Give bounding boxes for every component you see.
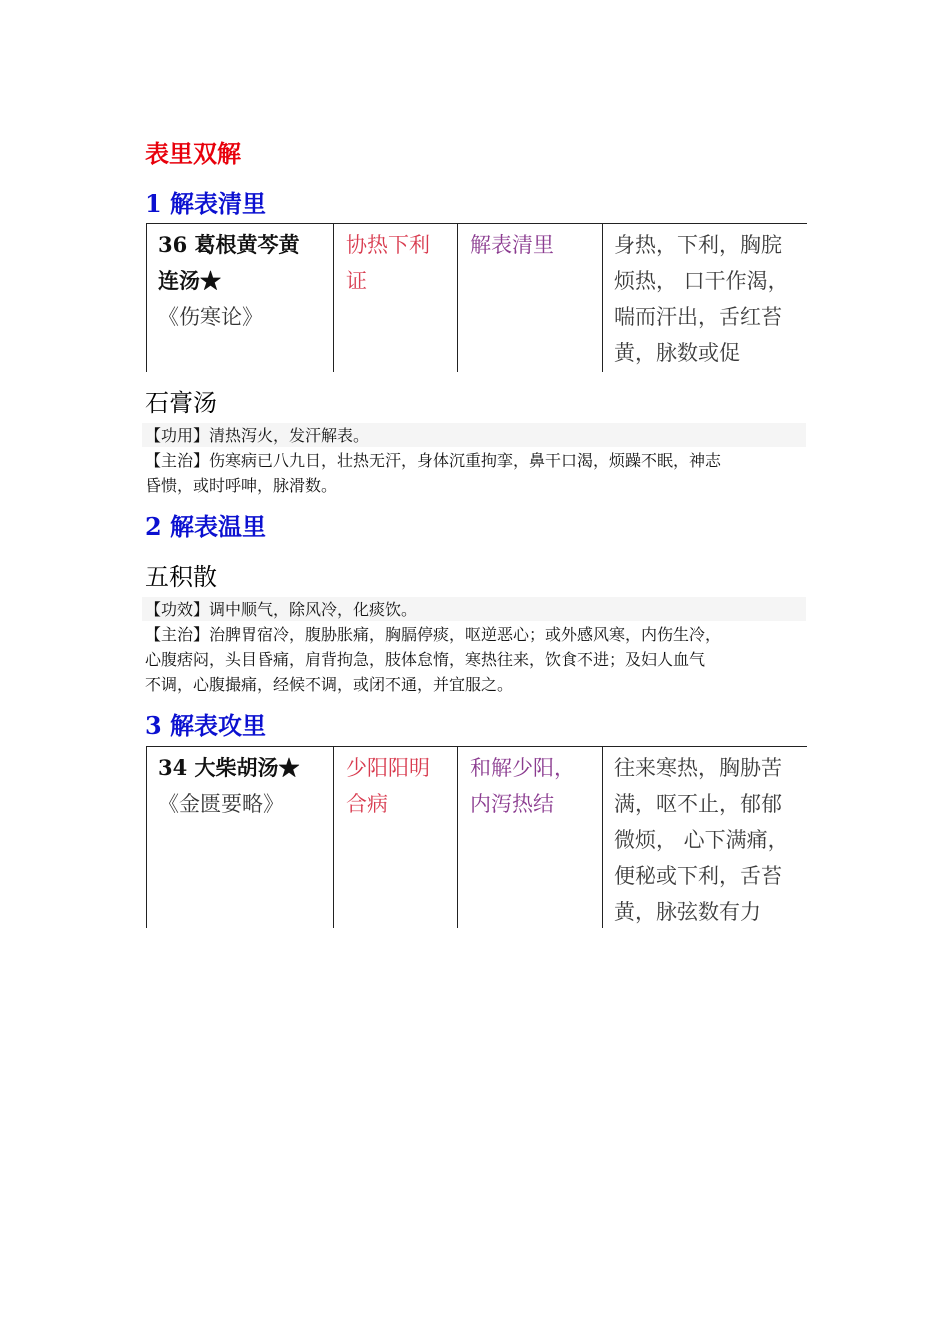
- formula-indication-cont: 昏愦，或时呼呻，脉滑数。: [145, 476, 338, 495]
- table-col-border: [146, 747, 147, 928]
- symptoms-line: 黄，脉数或促: [614, 341, 740, 365]
- section-heading-1: 1 解表清里: [145, 189, 267, 218]
- table-col-border: [333, 224, 334, 372]
- formula-indication: [145, 622, 807, 647]
- formula-source: 《金匮要略》: [158, 792, 284, 816]
- formula-effect: [145, 423, 807, 448]
- symptoms-line: 往来寒热，胸胁苦: [614, 756, 782, 780]
- symptoms-line: 黄，脉弦数有力: [614, 900, 761, 924]
- treatment-method: 和解少阳，: [470, 756, 575, 780]
- formula-name: 34 大柴胡汤★: [158, 755, 300, 780]
- formula-indication-cont: 不调，心腹撮痛，经候不调，或闭不通，并宜服之。: [145, 675, 514, 694]
- symptoms-line: 烦热， 口干作渴，: [614, 269, 789, 293]
- indication-text: 伤寒病已八九日，壮热无汗，身体沉重拘挛，鼻干口渴，烦躁不眠，神志: [209, 451, 722, 470]
- formula-name: 36 葛根黄芩黄: [158, 232, 300, 257]
- effect-text: 清热泻火，发汗解表。: [209, 426, 370, 445]
- category-title: 表里双解: [145, 139, 241, 168]
- table-col-border: [333, 747, 334, 928]
- treatment-method: 解表清里: [470, 233, 554, 257]
- indication-label: 【主治】: [145, 625, 210, 644]
- section-heading-2: 2 解表温里: [145, 512, 267, 541]
- effect-label: 【功效】: [145, 600, 210, 619]
- table-col-border: [457, 747, 458, 928]
- symptoms-line: 身热，下利，胸脘: [614, 233, 782, 257]
- table-col-border: [602, 224, 603, 372]
- formula-effect: [145, 597, 807, 622]
- symptoms-line: 喘而汗出，舌红苔: [614, 305, 782, 329]
- formula-table-1: [146, 223, 807, 372]
- table-col-border: [457, 224, 458, 372]
- formula-source: 《伤寒论》: [158, 305, 263, 329]
- syndrome-pattern: 协热下利: [346, 233, 430, 257]
- formula-name-cont: 连汤★: [158, 268, 221, 293]
- symptoms-line: 便秘或下利，舌苔: [614, 864, 782, 888]
- syndrome-pattern-cont: 合病: [346, 792, 388, 816]
- table-col-border: [602, 747, 603, 928]
- symptoms-line: 满，呕不止，郁郁: [614, 792, 782, 816]
- formula-indication-cont: 心腹痞闷，头目昏痛，肩背拘急，肢体怠惰，寒热往来，饮食不进；及妇人血气: [145, 650, 706, 669]
- treatment-method-cont: 内泻热结: [470, 792, 554, 816]
- effect-text: 调中顺气，除风冷，化痰饮。: [209, 600, 418, 619]
- section-heading-3: 3 解表攻里: [145, 711, 267, 740]
- symptoms-line: 微烦， 心下满痛，: [614, 828, 789, 852]
- indication-text: 治脾胃宿冷，腹胁胀痛，胸膈停痰，呕逆恶心；或外感风寒，内伤生冷，: [209, 625, 722, 644]
- table-col-border: [146, 224, 147, 372]
- effect-label: 【功用】: [145, 426, 210, 445]
- formula-title: 石膏汤: [145, 389, 217, 417]
- indication-label: 【主治】: [145, 451, 210, 470]
- syndrome-pattern-cont: 证: [346, 269, 367, 293]
- formula-table-2: [146, 746, 807, 928]
- formula-title: 五积散: [145, 563, 217, 591]
- formula-indication: [145, 448, 807, 473]
- syndrome-pattern: 少阳阳明: [346, 756, 430, 780]
